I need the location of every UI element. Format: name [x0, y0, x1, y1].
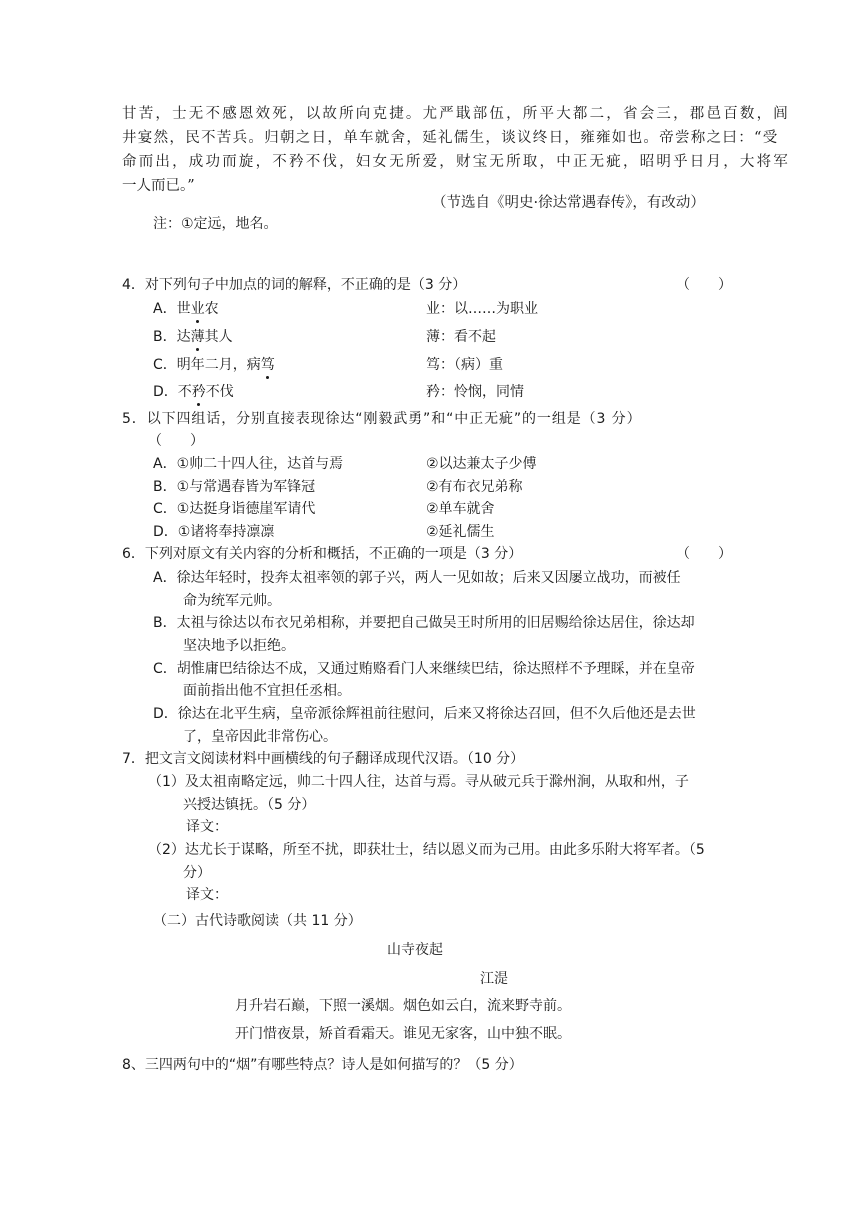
q5-option-a-first: A．①帅二十四人往，达首与焉 — [153, 456, 344, 472]
q5-stem: 5．以下四组话，分别直接表现徐达“刚毅武勇”和“中正无疵”的一组是（3 分） — [122, 411, 642, 427]
q5-option-b-second: ②有布衣兄弟称 — [426, 479, 523, 495]
option-text: 明年二月，病 — [176, 357, 261, 373]
passage-line-4: 一人而已。” — [122, 178, 195, 194]
passage-line-3: 命而出，成功而旋，不矜不伐，妇女无所爱，财宝无所取，中正无疵，昭明乎日月，大将军 — [122, 154, 790, 170]
q6-option-c-line-2: 面前指出他不宜担任丞相。 — [183, 683, 351, 699]
q7-part1-line-2: 兴授达镇抚。（5 分） — [183, 797, 316, 813]
passage-line-1: 甘苦，士无不感恩效死，以故所向克捷。尤严戢部伍，所平大都二，省会三，郡邑百数，闾 — [122, 106, 790, 122]
dotted-word: 笃 — [260, 357, 275, 373]
q4-option-a-definition: 业：以……为职业 — [426, 301, 538, 317]
q6-option-b-line-2: 坚决地予以拒绝。 — [183, 638, 295, 654]
option-text: 不伐 — [205, 384, 234, 400]
q6-option-a-line-2: 命为统军元帅。 — [183, 593, 281, 609]
q6-option-b-line-1: B．太祖与徐达以布衣兄弟相称，并要把自己做吴王时所用的旧居赐给徐达居住，徐达却 — [153, 615, 695, 631]
q4-option-d — [153, 382, 234, 402]
poem-verse-1: 月升岩石巅，下照一溪烟。烟色如云白，流来野寺前。 — [235, 998, 571, 1014]
q4-stem: 4．对下列句子中加点的词的解释，不正确的是（3 分） — [122, 277, 467, 293]
q5-answer-paren: （ ） — [148, 433, 204, 449]
q5-option-d-first: D．①诸将奉持凛凛 — [153, 524, 275, 540]
section-heading-poetry: （二）古代诗歌阅读（共 11 分） — [153, 913, 362, 929]
q6-option-c-line-1: C．胡惟庸巴结徐达不成，又通过贿赂看门人来继续巴结，徐达照样不予理睬，并在皇帝 — [153, 661, 695, 677]
q7-part2-translation-label: 译文： — [186, 887, 228, 903]
q4-option-d-definition: 矜：怜悯，同情 — [426, 384, 524, 400]
option-text: 农 — [204, 301, 219, 317]
option-label: B． — [153, 329, 177, 345]
option-text: 达 — [176, 329, 191, 345]
option-label: A． — [153, 301, 177, 317]
q5-option-b-first: B．①与常遇春皆为军锋冠 — [153, 479, 316, 495]
q6-stem: 6．下列对原文有关内容的分析和概括，不正确的一项是（3 分） — [122, 546, 523, 562]
q6-answer-paren: （ ） — [676, 546, 732, 562]
q4-option-c — [153, 355, 275, 375]
q5-option-c-first: C．①达挺身诣德崖军请代 — [153, 501, 316, 517]
dotted-word: 薄 — [190, 329, 205, 345]
passage-source: （节选自《明史·徐达常遇春传》，有改动） — [432, 195, 705, 211]
dotted-word: 矜 — [191, 384, 206, 400]
option-label: C． — [153, 357, 177, 373]
option-text: 其人 — [204, 329, 233, 345]
option-label: D． — [153, 384, 178, 400]
q6-option-d-line-2: 了，皇帝因此非常伤心。 — [183, 729, 337, 745]
option-text: 世 — [176, 301, 191, 317]
passage-line-2: 井宴然，民不苦兵。归朝之日，单车就舍，延礼儒生，谈议终日，雍雍如也。帝尝称之曰：“受 — [122, 130, 779, 146]
q7-part2-line-1: （2）达尤长于谋略，所至不扰，即获壮士，结以恩义而为己用。由此多乐附大将军者。（5 — [148, 842, 705, 858]
option-text: 不 — [177, 384, 192, 400]
poem-author: 江湜 — [480, 971, 508, 987]
q4-option-b-definition: 薄：看不起 — [426, 329, 496, 345]
q7-part2-line-2: 分） — [183, 865, 211, 881]
q7-part1-translation-label: 译文： — [186, 819, 228, 835]
q7-stem: 7．把文言文阅读材料中画横线的句子翻译成现代汉语。（10 分） — [122, 751, 525, 767]
q4-option-b — [153, 327, 233, 347]
q6-option-a-line-1: A．徐达年轻时，投奔太祖率领的郭子兴，两人一见如故；后来又因屡立战功，而被任 — [153, 570, 681, 586]
poem-verse-2: 开门惜夜景，矫首看霜天。谁见无家客，山中独不眠。 — [235, 1026, 571, 1042]
q5-option-d-second: ②延礼儒生 — [426, 524, 495, 540]
q5-option-a-second: ②以达兼太子少傅 — [426, 456, 537, 472]
q4-answer-paren: （ ） — [676, 277, 732, 293]
q7-part1-line-1: （1）及太祖南略定远，帅二十四人往，达首与焉。寻从破元兵于滁州涧，从取和州，子 — [148, 774, 689, 790]
q5-option-c-second: ②单车就舍 — [426, 501, 495, 517]
poem-title: 山寺夜起 — [387, 942, 443, 958]
q4-option-c-definition: 笃：（病）重 — [426, 357, 503, 373]
q4-option-a — [153, 299, 219, 319]
q8-stem: 8、三四两句中的“烟”有哪些特点？诗人是如何描写的？（5 分） — [122, 1057, 523, 1073]
dotted-word: 业 — [190, 301, 205, 317]
q6-option-d-line-1: D．徐达在北平生病，皇帝派徐辉祖前往慰问，后来又将徐达召回，但不久后他还是去世 — [153, 706, 696, 722]
passage-note: 注：①定远，地名。 — [153, 216, 278, 232]
